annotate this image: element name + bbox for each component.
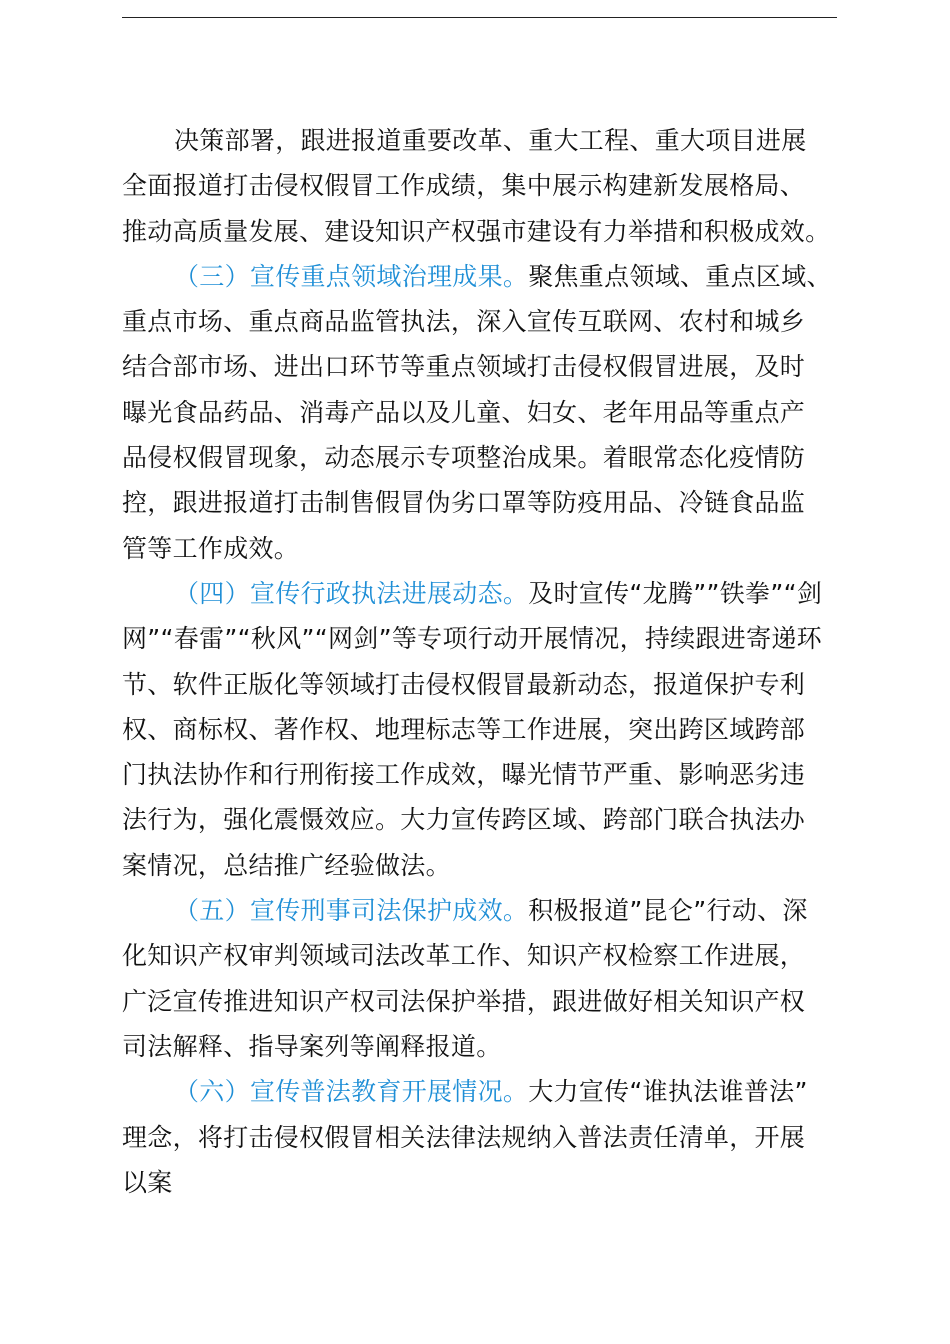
text-line-17: 案情况，总结推广经验做法。 xyxy=(122,850,451,880)
text-line-5: 重点市场、重点商品监管执法，深入宣传互联网、农村和城乡 xyxy=(122,307,806,337)
text-line-16: 法行为，强化震慑效应。大力宣传跨区域、跨部门联合执法办 xyxy=(122,805,806,835)
text-line-2: 全面报道打击侵权假冒工作成绩，集中展示构建新发展格局、 xyxy=(122,171,806,201)
text-line-13: 节、软件正版化等领域打击侵权假冒最新动态，报道保护专利 xyxy=(122,669,806,699)
text-line-15: 门执法协作和行刑衔接工作成效，曝光情节严重、影响恶劣违 xyxy=(122,760,806,790)
section-3-heading: （三）宣传重点领域治理成果。 xyxy=(174,261,529,291)
section-4-heading: （四）宣传行政执法进展动态。 xyxy=(174,578,529,608)
text-line-3: 推动高质量发展、建设知识产权强市建设有力举措和积极成效。 xyxy=(122,216,831,246)
text-line-20: 广泛宣传推进知识产权司法保护举措，跟进做好相关知识产权 xyxy=(122,986,806,1016)
document-body xyxy=(122,118,842,1205)
text-line-6: 结合部市场、进出口环节等重点领域打击侵权假冒进展，及时 xyxy=(122,352,806,382)
text-line-7: 曝光食品药品、消毒产品以及儿童、妇女、老年用品等重点产 xyxy=(122,397,806,427)
text-line-23: 理念，将打击侵权假冒相关法律法规纳入普法责任清单，开展 xyxy=(122,1122,806,1152)
text-line-8: 品侵权假冒现象，动态展示专项整治成果。着眼常态化疫情防 xyxy=(122,443,806,473)
text-line-10: 管等工作成效。 xyxy=(122,533,300,563)
section-6-heading: （六）宣传普法教育开展情况。 xyxy=(174,1077,529,1107)
section-4-heading-line: （四）宣传行政执法进展动态。及时宣传“龙腾””铁拳”“剑 xyxy=(174,578,823,608)
text-line-14: 权、商标权、著作权、地理标志等工作进展，突出跨区域跨部 xyxy=(122,714,806,744)
section-6-heading-line: （六）宣传普法教育开展情况。大力宣传“谁执法谁普法” xyxy=(174,1077,808,1107)
text-line-12: 网”“春雷”“秋风”“网剑”等专项行动开展情况，持续跟进寄递环 xyxy=(122,624,822,654)
section-5-heading-line: （五）宣传刑事司法保护成效。积极报道”昆仑”行动、深 xyxy=(174,896,808,926)
header-rule xyxy=(122,17,837,18)
text-line-24: 以案 xyxy=(122,1167,173,1197)
section-5-heading: （五）宣传刑事司法保护成效。 xyxy=(174,896,529,926)
text-line-19: 化知识产权审判领域司法改革工作、知识产权检察工作进展， xyxy=(122,941,806,971)
text-line-21: 司法解释、指导案列等阐释报道。 xyxy=(122,1031,502,1061)
text-line-1: 决策部署，跟进报道重要改革、重大工程、重大项目进展 xyxy=(174,126,807,155)
section-3-heading-line: （三）宣传重点领域治理成果。聚焦重点领域、重点区域、 xyxy=(174,261,832,291)
text-line-9: 控，跟进报道打击制售假冒伪劣口罩等防疫用品、冷链食品监 xyxy=(122,488,806,518)
